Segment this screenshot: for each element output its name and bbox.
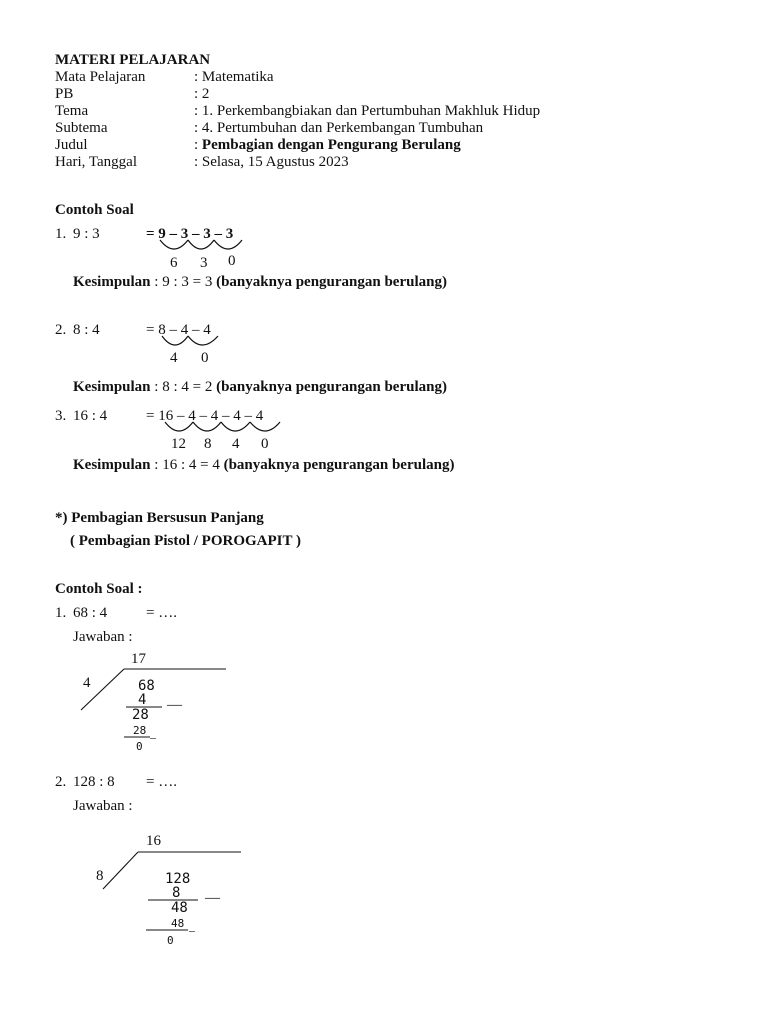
dividend: 68: [138, 678, 155, 694]
divisor: 4: [83, 675, 91, 691]
problem-number: 1.: [55, 605, 67, 621]
header-label-hari-tanggal: Hari, Tanggal: [55, 154, 137, 170]
subtraction-equation: = 16 – 4 – 4 – 4 – 4: [146, 408, 264, 424]
problem-expression: 68 : 4: [73, 605, 108, 621]
minus-sign: –: [189, 923, 195, 937]
remainder-label: 8: [204, 436, 212, 452]
dividend: 128: [165, 871, 191, 887]
remainder-label: 6: [170, 255, 178, 271]
remainder: 0: [167, 934, 174, 947]
header-label-mata-pelajaran: Mata Pelajaran: [55, 69, 146, 85]
contoh-soal-heading: Contoh Soal: [55, 202, 134, 218]
problem-expression: 9 : 3: [73, 226, 100, 242]
header-value-hari-tanggal: : Selasa, 15 Agustus 2023: [194, 154, 349, 170]
subtrahend: 28: [133, 724, 147, 737]
section-title: *) Pembagian Bersusun Panjang: [55, 510, 264, 526]
remainder-label: 0: [201, 350, 209, 366]
kesimpulan: Kesimpulan : 8 : 4 = 2 (banyaknya pengurangan berulang): [73, 379, 447, 395]
minus-sign: –: [150, 730, 156, 744]
header-value-tema: : 1. Perkembangbiakan dan Pertumbuhan Makhluk Hidup: [194, 103, 541, 119]
section-subtitle: ( Pembagian Pistol / POROGAPIT ): [70, 533, 301, 549]
remainder-label: 12: [171, 436, 186, 452]
problem-number: 2.: [55, 774, 67, 790]
header-label-subtema: Subtema: [55, 120, 108, 136]
problem-expression: 128 : 8: [73, 774, 115, 790]
problem-equals: = ….: [146, 774, 177, 790]
subtrahend: 8: [172, 885, 181, 901]
header-value-pb: : 2: [194, 86, 210, 102]
subtraction-equation: = 9 – 3 – 3 – 3: [146, 226, 234, 242]
remainder-label: 4: [232, 436, 240, 452]
header-label-judul: Judul: [55, 137, 88, 153]
page-title: MATERI PELAJARAN: [55, 52, 211, 68]
divisor: 8: [96, 868, 104, 884]
header-value-mata-pelajaran: : Matematika: [194, 69, 274, 85]
kesimpulan: Kesimpulan : 16 : 4 = 4 (banyaknya pengurangan berulang): [73, 457, 455, 473]
minus-sign: —: [167, 697, 182, 713]
header-value-judul: : Pembagian dengan Pengurang Berulang: [194, 137, 461, 153]
jawaban-label: Jawaban :: [73, 629, 133, 645]
problem-equals: = ….: [146, 605, 177, 621]
minus-sign: —: [205, 890, 220, 906]
subtraction-equation: = 8 – 4 – 4: [146, 322, 211, 338]
header-value-subtema: : 4. Pertumbuhan dan Perkembangan Tumbuhan: [194, 120, 484, 136]
remainder-label: 0: [228, 253, 236, 269]
remainder-label: 3: [200, 255, 208, 271]
partial-dividend: 48: [171, 900, 188, 916]
remainder: 0: [136, 740, 143, 753]
kesimpulan: Kesimpulan : 9 : 3 = 3 (banyaknya pengurangan berulang): [73, 274, 447, 290]
problem-expression: 8 : 4: [73, 322, 100, 338]
subtrahend: 4: [138, 692, 147, 708]
quotient: 16: [146, 833, 161, 849]
problem-expression: 16 : 4: [73, 408, 108, 424]
header-label-pb: PB: [55, 86, 74, 102]
remainder-label: 4: [170, 350, 178, 366]
problem-number: 1.: [55, 226, 67, 242]
jawaban-label: Jawaban :: [73, 798, 133, 814]
subtrahend: 48: [171, 917, 185, 930]
problem-number: 3.: [55, 408, 67, 424]
remainder-label: 0: [261, 436, 269, 452]
quotient: 17: [131, 651, 146, 667]
contoh-soal-heading: Contoh Soal :: [55, 581, 143, 597]
partial-dividend: 28: [132, 707, 149, 723]
problem-number: 2.: [55, 322, 67, 338]
header-label-tema: Tema: [55, 103, 89, 119]
